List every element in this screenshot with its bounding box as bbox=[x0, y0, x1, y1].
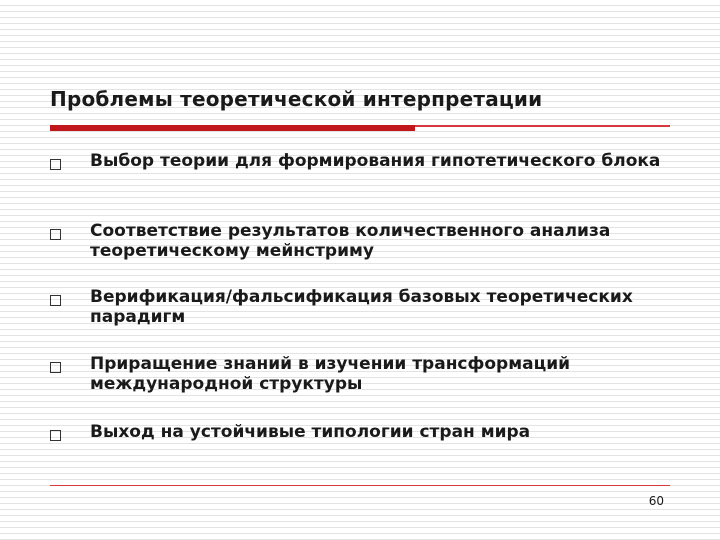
square-bullet-icon bbox=[50, 229, 61, 240]
square-bullet-icon bbox=[50, 430, 61, 441]
slide-title: Проблемы теоретической интерпретации bbox=[50, 87, 543, 111]
page-number: 60 bbox=[648, 494, 664, 508]
square-bullet-icon bbox=[50, 362, 61, 373]
bullet-text: Выбор теории для формирования гипотетического блока bbox=[90, 151, 661, 171]
square-bullet-icon bbox=[50, 295, 61, 306]
bullet-text: Верификация/фальсификация базовых теоретических парадигм bbox=[90, 287, 633, 327]
title-underline bbox=[415, 125, 670, 127]
square-bullet-icon bbox=[50, 159, 61, 170]
bullet-text: Выход на устойчивые типологии стран мира bbox=[90, 422, 531, 442]
bullet-text: Приращение знаний в изучении трансформаций международной структуры bbox=[90, 354, 571, 394]
footer-divider bbox=[50, 485, 670, 486]
bullet-text: Соответствие результатов количественного анализа теоретическому мейнстриму bbox=[90, 221, 611, 261]
title-accent-bar bbox=[50, 125, 415, 131]
